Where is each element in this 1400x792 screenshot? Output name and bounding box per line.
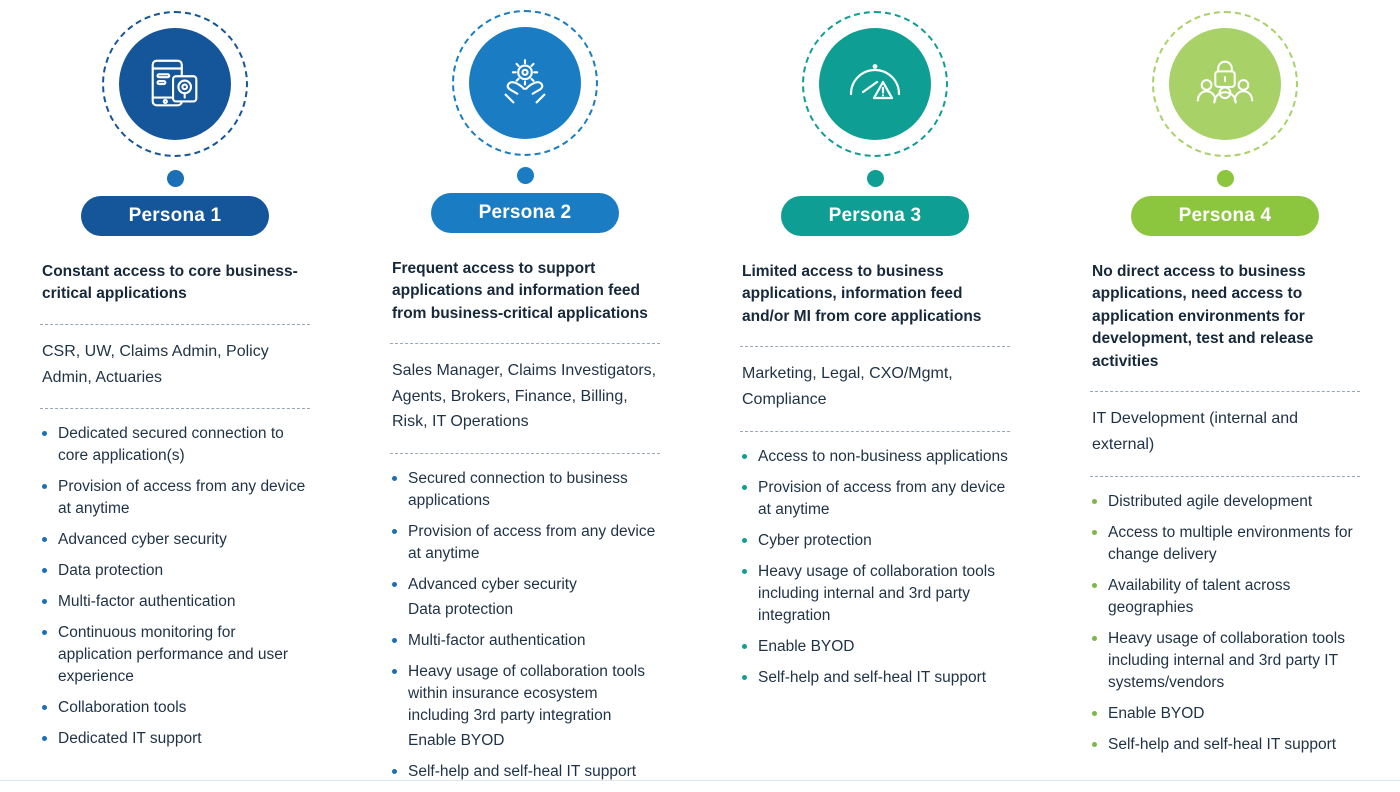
persona-column-1 <box>0 0 350 792</box>
persona-4-summary: No direct access to business applications, need access to application environments for development, test and release activities <box>1092 263 1314 370</box>
list-item: Dedicated secured connection to core application(s) <box>40 423 310 467</box>
connector-dot <box>517 167 534 184</box>
list-item: Heavy usage of collaboration tools including internal and 3rd party IT systems/vendors <box>1090 628 1360 694</box>
persona-4-pill-wrap <box>1090 196 1360 236</box>
divider <box>740 431 1010 432</box>
list-item: Secured connection to business applications <box>390 468 660 512</box>
connector-dot-wrap-2 <box>390 161 660 189</box>
dashed-ring <box>802 11 948 157</box>
footer-divider <box>0 780 1400 781</box>
list-item: Data protection <box>408 601 514 618</box>
connector-dot-wrap-4 <box>1090 164 1360 192</box>
divider <box>40 408 310 409</box>
medallion-wrap-2 <box>390 4 660 161</box>
list-item: Dedicated IT support <box>40 728 310 750</box>
persona-1-capability-list <box>40 423 310 759</box>
persona-4-roles: IT Development (internal and external) <box>1092 410 1299 453</box>
divider <box>1090 391 1360 392</box>
connector-dot <box>1217 170 1234 187</box>
list-item: Enable BYOD <box>1090 703 1360 725</box>
persona-1-medallion <box>102 11 248 157</box>
list-item: Enable BYOD <box>408 732 505 749</box>
list-item: Cyber protection <box>740 530 1010 552</box>
list-item: Continuous monitoring for application performance and user experience <box>40 622 310 688</box>
persona-3-pill-wrap <box>740 196 1010 236</box>
persona-2-medallion <box>452 10 598 156</box>
persona-3-capability-list <box>740 446 1010 698</box>
list-item: Multi-factor authentication <box>40 591 310 613</box>
persona-2-roles: Sales Manager, Claims Investigators, Agents, Brokers, Finance, Billing, Risk, IT Operations <box>392 362 657 431</box>
divider <box>390 343 660 344</box>
list-item: Availability of talent across geographies <box>1090 575 1360 619</box>
list-item: Self-help and self-heal IT support <box>1090 734 1360 756</box>
list-item: Multi-factor authentication <box>390 630 660 652</box>
persona-1-summary: Constant access to core business-critical applications <box>42 263 298 303</box>
dashed-ring <box>102 11 248 157</box>
list-item: Distributed agile development <box>1090 491 1360 513</box>
connector-dot-wrap-1 <box>40 164 310 192</box>
list-item: Self-help and self-heal IT support <box>390 761 660 783</box>
list-item: Access to multiple environments for change delivery <box>1090 522 1360 566</box>
persona-1-pill-wrap <box>40 196 310 236</box>
list-item: Heavy usage of collaboration tools including internal and 3rd party integration <box>740 561 1010 627</box>
persona-4-medallion <box>1152 11 1298 157</box>
divider <box>40 324 310 325</box>
medallion-wrap-3 <box>740 4 1010 164</box>
divider <box>740 346 1010 347</box>
connector-dot <box>867 170 884 187</box>
persona-2-summary: Frequent access to support applications and information feed from business-critical applications <box>392 259 648 322</box>
medallion-wrap-1 <box>40 4 310 164</box>
persona-3-medallion <box>802 11 948 157</box>
persona-column-2 <box>350 0 700 792</box>
persona-3-roles: Marketing, Legal, CXO/Mgmt, Compliance <box>742 365 953 408</box>
persona-2-capability-list <box>390 468 660 792</box>
connector-dot-wrap-3 <box>740 164 1010 192</box>
list-item: Heavy usage of collaboration tools within insurance ecosystem including 3rd party integration <box>390 661 660 727</box>
persona-3-summary: Limited access to business applications, information feed and/or MI from core applications <box>742 263 982 325</box>
list-item: Collaboration tools <box>40 697 310 719</box>
divider <box>1090 476 1360 477</box>
persona-4-capability-list <box>1090 491 1360 765</box>
list-item: Data protection <box>40 560 310 582</box>
list-item: Self-help and self-heal IT support <box>740 667 1010 689</box>
persona-column-3 <box>700 0 1050 792</box>
connector-dot <box>167 170 184 187</box>
persona-2-title: Persona 2 <box>431 193 619 233</box>
dashed-ring <box>1152 11 1298 157</box>
list-item: Provision of access from any device at anytime <box>40 476 310 520</box>
dashed-ring <box>452 10 598 156</box>
medallion-wrap-4 <box>1090 4 1360 164</box>
list-item: Advanced cyber security <box>390 574 660 596</box>
list-item: Advanced cyber security <box>40 529 310 551</box>
persona-column-4 <box>1050 0 1400 792</box>
list-item: Provision of access from any device at anytime <box>740 477 1010 521</box>
list-item: Enable BYOD <box>740 636 1010 658</box>
persona-1-roles: CSR, UW, Claims Admin, Policy Admin, Actuaries <box>42 342 269 386</box>
list-item: Provision of access from any device at anytime <box>390 521 660 565</box>
persona-4-title: Persona 4 <box>1131 196 1319 236</box>
persona-2-pill-wrap <box>390 193 660 233</box>
list-item: Access to non-business applications <box>740 446 1010 468</box>
divider <box>390 453 660 454</box>
persona-3-title: Persona 3 <box>781 196 969 236</box>
persona-1-title: Persona 1 <box>81 196 269 236</box>
